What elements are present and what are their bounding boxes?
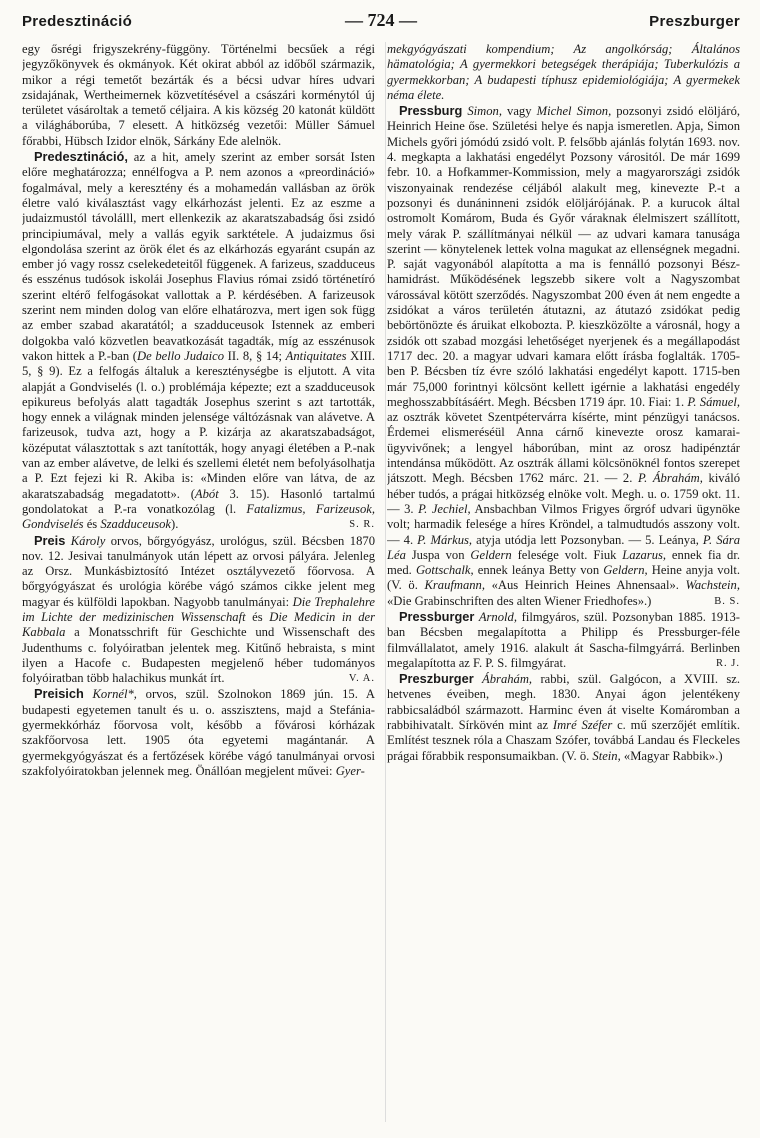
entry-preszburger-abraham: Preszburger Ábrahám, rabbi, szül. Galgócon, a XVIII. sz. hetvenes éveiben, megh. 1830. Anyai ágon jelentékeny rabbicsaládból származott. Harminc éven át viselte Komáromban a rabbihivatalt. Sírkövén mint az Imré Széfer c. mű szerzőjét említik. Említést tesznek róla a Chaszam Szófer, továbbá Landau és Fleckeles prágai főrabbik responsumaikban. (V. ö. Stein, «Magyar Rabbik».) [387, 671, 740, 763]
entry-preis: Preis Károly orvos, bőrgyógyász, urológus, szül. Bécsben 1870 nov. 12. Jesivai tanulmányok után lépett az orvosi pályára. Jelenleg az Orsz. Munkásbiztosító Intézet osztályvezető főorvosa. A bőrgyógyászat és urológia körébe vágó számos cikke jelent meg magyar és külföldi lapokban. Nagyobb tanulmányai: Die Trephalehre im Lichte der medizinischen Wissenschaft és Die Medicin in der Kabbala a Monatsschrift für Geschichte und Wissenschaft des Judenthums c. folyóiratban jelentek meg. Kitűnő hebraista, s mint ilyen a Hacofe c. Budapesten megjelenő héber tudományos folyóiratban több halachikus munkát írt. V. A. [22, 532, 375, 686]
right-column [387, 42, 740, 1122]
entry-headword: Pressburger [399, 608, 475, 624]
entry-continuation: egy ősrégi frigyszekrény-függöny. Történelmi becsűek a régi jegyzőkönyvek és okmányok. Két okirat abból az időből származik, mikor a régi temetőt bezárták és a bécsi udvar híres udvari zsidajának, Wertheimernek közvetítésével a császári korménytól új területet vásároltak a temető céljaira. A kis község 20 katonát küldött a világháborúba, 7 elesett. A hitközség vezetői: Müller Sámuel főrabbi, Hübsch Izidor elnök, Sárkány Ede alelnök. [22, 42, 375, 148]
running-header [22, 10, 740, 34]
page-number: — 724 — [345, 10, 417, 30]
entry-headword: Preis [34, 532, 66, 548]
header-left-keyword: Predesztináció [22, 13, 133, 30]
entry-preisich: Preisich Kornél*, orvos, szül. Szolnokon 1869 jún. 15. A budapesti egyetemen tanult és u. o. asszisztens, majd a Stefánia-gyermekkórház főorvosa volt, később a fővárosi kórházak szakfőorvosa lett. 1905 óta egyetemi magántanár. A gyermekgyógyászat és a fertőzések körébe vágó tanulmányai orvosi szakfolyóiratokban jelennek meg. Önállóan megjelent művei: Gyer- [22, 686, 375, 778]
author-signature: V. A. [348, 673, 375, 685]
entry-headword: Preszburger [399, 671, 474, 687]
entry-continuation: mekgyógyászati kompendium; Az angolkórság; Általános hämatológia; A gyermekkori betegségek therápiája; Tuberkulózis a gyermekkorban; A budapesti típhusz epidemiológiája; A gyermekek néma élete. [387, 42, 740, 102]
header-right-keyword: Preszburger [649, 13, 740, 30]
entry-headword: Pressburg [399, 103, 463, 119]
entry-headword: Predesztináció, [34, 149, 128, 165]
entry-predesztinacio: Predesztináció, az a hit, amely szerint az ember sorsát Isten előre meghatározza; ennélfogva a P. nem azonos a «preordináció» fogalmával, mely a keresztény és a mohamedán vallásban az örök életre való kiválasztást vagy elkárhozást jelenti. Ez az eszme a judaizmustól távolálll, mert ellenkezik az akaratszabadság ősi zsidó principiumával, mely a vallás egyik sarktétele. A judaizmus ősi elgondolása szerint az örök élet és az elkárhozás egyaránt csupán az ember jó vagy rossz cselekedeteitől függenek. A farizeus, szadduceus és esszénus tudósok iskolái Josephus Flavius római zsidó történetíró szerint eltérő felfogásokat vallottak a P. kérdésében. A farizeusok szerint nem minden dolog van előre elhatározva, mert igen sok függ az ember szabad akaratától; a szadduceusok Istennek az emberi dolgokba való közvetlen beavatkozását tagadták, míg az esszénusok vakon hittek a P.-ban (De bello Judaico II. 8, § 14; Antiquitates XIII. 5, § 9). Ez a felfogás általuk a kereszténységbe is eljutott. A vita alapját a Gondviselés (l. o.) problémája képezte; ezt a szadduceusok epikureus befolyás alatt tagadták Josephus szerint s azt tartották, hogy ennek a világnak minden jelensége váltózásnak van alávetve. A farizeusok, tudva azt, hogy a P. kizárja az akaratszabadságot, középutat választottak s azt tanították, hogy anyagi életében a P.-nak van az ember alávetve, de lelki és szellemi életét nem befolyásolhatja a P. Ezt fejezi ki R. Akiba is: «Minden előre van látva, de az akaratszabadság megadatott». (Abót 3. 15). Hasonló tartalmú gondolatokat a P.-ra vonatkozólag (l. Fatalizmus, Farizeusok, Gondviselés és Szadduceusok). S. R. [22, 149, 375, 532]
entry-pressburg-simon: Pressburg Simon, vagy Michel Simon, pozsonyi zsidó elöljáró, Heinrich Heine őse. Születési helye és napja ismeretlen. Apja, Simon Michels győri jómódú zsidó volt. P. felsőbb ajánlás folytán 1693. nov. 4. megkapta a lakhatási engedélyt Pozsony várositól. De már 1699 febr. 10. a Hofkammer-Kommission, mely a magyarországi zsidók viszonyainak rendezése céljából alakult meg, kinevezte P.-t a pozsonyi és dunáninneni zsidók elöljárójának. P. a kurucok által ostromolt Komárom, Buda és Győr váraknak élelmiszert szállított, mely várak P. szállítmányai nélkül — az udvari kamara tanusága szerint — könytelenek lettek volna magukat az ellenségnek megadni. P. saját vagyonából alapította a ma is fennálló pozsonyi Bész-hamidrást. Működésének legszebb sikere volt a Nagyszombat várossával kötött szerződés. Nagyszombat 200 éven át nem engedte a zsidókat a város területén átutazni, az átutazó zsidókat pedig bebörtönözte és áruikat elkobozta. P. kieszközölte a városnál, hogy a zsidók ott szabad mozgási lehetőséget nyerjenek és a megállapodást 1717 dec. 20. a magyar udvari kamara előtt írásba foglalták. 1705-ben P. Bécsben tíz évre szóló lakhatási engedélyt kapott. 1715-ben már 75,000 forintnyi kölcsönt kellett igérnie a lakhatási engedély meghosszabbításáért. Megh. Bécsben 1719 ápr. 10. Fiai: 1. P. Sámuel, az osztrák követet Szentpétervárra kísérte, mint pénzügyi tanácsos. Érdemei elismeréséül Anna cárnő kinevezte orosz kamarai-ügyvivőnek; a lengyel háborúban, mint az orosz hadipénztár intendánsa működött. Az osztrák állami kölcsönöknél fontos szerepet játszott. Megh. Bécsben 1762 márc. 21. — 2. P. Ábrahám, kiváló héber tudós, a prágai hitközség elnöke volt. Megh. u. o. 1759 okt. 11. — 3. P. Jechiel, Ansbachban Vilmos Frigyes őrgróf udvari ügynöke volt; harmadik felesége a híres Kröndel, a talmudtudós asszony volt. — 4. P. Márkus, atyja utódja lett Pozsonyban. — 5. Leánya, P. Sára Léa Juspa von Geldern felesége volt. Fiuk Lazarus, ennek fia dr. med. Gottschalk, ennek leánya Betty von Geldern, Heine anyja volt. (V. ö. Kraufmann, «Aus Heinrich Heines Ahnensaal». Wachstein, «Die Grabinschriften des alten Wiener Friedhofes».) B. S. [387, 103, 740, 608]
entry-pressburger-arnold: Pressburger Arnold, filmgyáros, szül. Pozsonyban 1885. 1913-ban Bécsben megalapította a Philipp és Pressburger-féle filmvállalatot, amely 1916. alakult át Sascha-filmgyárrá. Berlinben megalapította az F. P. S. filmgyárat. R. J. [387, 608, 740, 670]
author-signature: R. J. [716, 657, 740, 669]
author-signature: S. R. [349, 519, 375, 531]
entry-headword: Preisich [34, 686, 84, 702]
column-divider [385, 42, 386, 1122]
left-column [22, 42, 375, 1122]
author-signature: B. S. [714, 595, 740, 607]
text-columns [22, 42, 740, 1122]
